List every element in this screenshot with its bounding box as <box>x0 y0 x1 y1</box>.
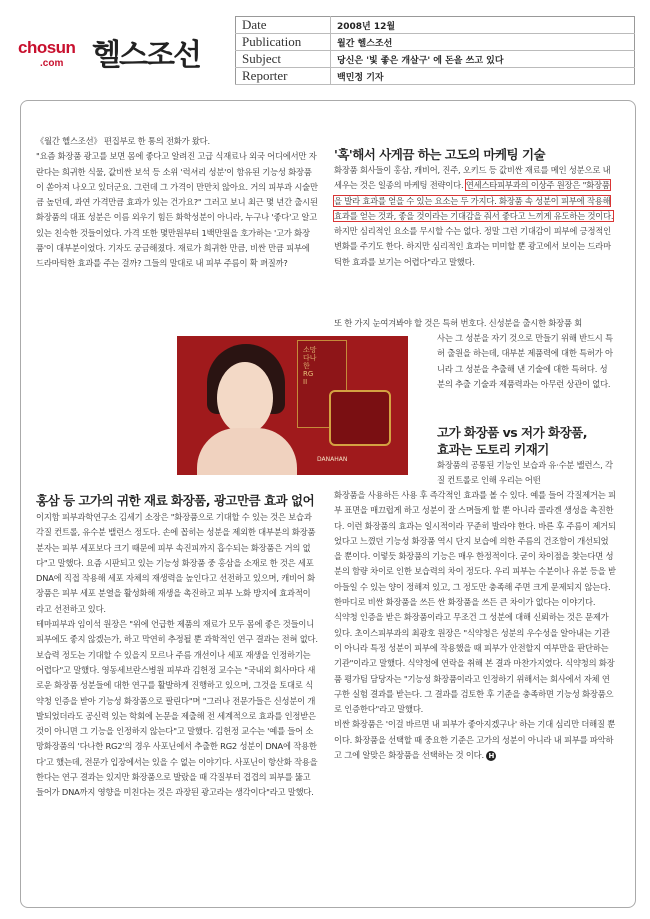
section3-heading: 홍삼 등 고가의 귀한 재료 화장품, 광고만큼 효과 없어 <box>36 493 315 508</box>
section1-wrap-paragraph: 또 한 가지 눈여겨봐야 할 것은 특허 번호다. 신성분을 출시한 화장품 회 <box>334 318 583 328</box>
section2-paragraph <box>334 717 616 763</box>
section1-pre: 화장품 회사들이 홍삼, 캐비어, 진주, 오키드 등 값비싼 재료를 메인 성분으로 내세우는 것은 일종의 마케팅 전략이다. <box>334 165 611 191</box>
closing-text: 비싼 화장품은 '이걸 바르면 내 피부가 좋아지겠구나' 하는 기대 심리만 더해질 뿐이다. 화장품을 선택할 때 중요한 기준은 고가의 성분이 아니라 내 피부를 파악하고 그에 알맞은 화장품을 선택하는 것 이다. <box>334 719 616 761</box>
meta-row-reporter <box>236 68 635 85</box>
product-brand-label: DANAHAN <box>317 456 348 463</box>
section1-wrap-text <box>437 331 615 392</box>
meta-row-publication <box>236 34 635 51</box>
meta-row-subject <box>236 51 635 68</box>
section1-heading: '혹'해서 사게끔 하는 고도의 마케팅 기술 <box>334 147 546 162</box>
logo-chosun: chosun <box>18 38 76 57</box>
section2-heading-line2: 효과는 도토리 키재기 <box>437 442 549 457</box>
meta-label: Reporter <box>236 68 331 85</box>
section1-wrap-start <box>334 316 616 331</box>
section3-paragraph: 테마피부과 임이석 원장은 "위에 언급한 제품의 재료가 모두 몸에 좋은 것들이니 피부에도 좋지 않겠는가, 하고 막연히 추정될 뿐 과학적인 연구 결과는 전혀 없다. 보습력 정도는 기대할 수 있을지 모르나 주름 개선이나 세포 재생을 인정하기는 어렵다"고 말했다. 영동세브란스병원 피부과 김헌정 교수는 "국내외 회사마다 새로운 화장품 성분들에 대한 연구를 활발하게 진행하고 있으며, 그것을 토대로 식약청 인증을 받아 기능성 화장품으로 팔린다"며 "그러나 전문가들은 신성분이 개발되었더라도 공신력 있는 학회에 논문을 제출해 전 세계적으로 효과를 인정받은 것이 아니면 그 기능을 인정하지 않는다"고 말했다. 김헌정 교수는 '예를 들어 소망화장품의 '다나한 RG2'의 경우 사포닌에서 추출한 RG2 성분이 DNA에 작용한다'고 했는데, 전문가 입장에서는 있을 수 없는 이야기다. 사포닌이 항산화 작용을 한다는 연구 결과는 있지만 화장품으로 발랐을 때 각질부터 겹겹의 피부를 뚫고 들어가 DNA까지 영향을 미친다는 것은 과장된 광고라는 생각이다"라고 말했다. <box>36 619 318 798</box>
section2-heading-line1: 고가 화장품 vs 저가 화장품, <box>437 425 587 440</box>
intro-text <box>36 134 318 272</box>
logo-health-chosun: 헬스조선 <box>92 38 200 73</box>
section1-wrap-rest: 사는 그 성분을 자기 것으로 만들기 위해 반드시 특허 출원을 하는데, 대부분 제품력에 대한 특허가 아니라 그 성분을 추출해 낸 기술에 대한 특허다. 성분의 추출 기술과 제품력과는 아무런 상관이 없다. <box>437 333 613 389</box>
section2-wrap-text: 화장품의 공통된 기능인 보습과 유·수분 밸런스, 각질 컨트롤로 인해 우리는 어떤 <box>437 460 613 486</box>
intro-paragraph: 《월간 헬스조선》 편집부로 한 통의 전화가 왔다. <box>36 136 210 146</box>
section2-paragraph: 식약청 인증을 받은 화장품이라고 무조건 그 성분에 대해 신뢰하는 것은 문제가 있다. 초이스피부과의 최광호 원장은 "식약청은 성분의 우수성을 알아내는 기관이 아니라 특정 성분이 피부에 작용했을 때 피부가 안전할지 여부만을 판단하는 기관"이라고 말했다. 식약청에 연락을 취해 본 결과 마찬가지였다. 식약청의 화장품 평가팀 담당자는 "기능성 화장품이라고 인정하기 위해서는 회사에서 자체 연구한 실험 결과를 받는다. 그 결과를 검토한 후 기준을 충족하면 기능성 화장품으로 인증한다"라고 말했다. <box>334 612 615 715</box>
section2-text <box>334 488 616 763</box>
meta-label: Publication <box>236 34 331 51</box>
meta-value: 당신은 '빛 좋은 개살구' 에 돈을 쓰고 있다 <box>331 51 635 68</box>
meta-value: 2008년 12월 <box>331 17 635 34</box>
product-jar <box>329 390 391 446</box>
section3-paragraph: 이지함 피부과학연구소 김세기 소장은 "화장품으로 기대할 수 있는 것은 보습과 각질 컨트롤, 유수분 밸런스 정도다. 손에 꼽히는 성분을 제외한 대부분의 화장품 분자는 피부 세포보다 크기 때문에 피부 속진피까지 흡수되는 화장품은 거의 없다"고 말했다. 요즘 시판되고 있는 기능성 화장품 중 홍삼을 소재로 한 것은 세포 DNA에 직접 작용해 세포 자체의 재생력을 높인다고 선전하고 있으며, 캐비어 화장품은 피부 세포 분열을 활성화해 재생을 촉진하고 피부 노화 방지에 효과적이라고 선전하고 있다. <box>36 512 316 614</box>
intro-paragraph: "요즘 화장품 광고를 보면 몸에 좋다고 알려진 고급 식재료나 외국 어디에서만 자란다는 희귀한 식물, 값비싼 보석 등 소위 '럭셔리 성분'이 함유된 기능성 화장품이 쏟아져 나오고 있더군요. 그런데 그 가격이 만만치 않아요. 거의 피부과 시술만큼 높던데, 과연 가격만큼 효과가 있는 건가요?" 그러고 보니 최근 몇 년간 출시된 화장품의 대표 성분은 이름 외우기 힘든 화학성분이 아니라, 누구나 '좋다'고 알고 있는 친숙한 것들이었다. 가격 또한 몇만원부터 1백만원을 호가하는 '고가 화장품'이 대부분이었다. 기자도 궁금해졌다. 재료가 희귀한 만큼, 비싼 만큼 피부에 드라마틱한 효과를 주는 걸까? 그들의 말대로 내 피부 주름이 확 펴질까? <box>36 151 318 269</box>
chosun-logo <box>18 30 218 80</box>
logo-dotcom: .com <box>40 58 64 69</box>
model-shoulders <box>197 428 297 475</box>
meta-value: 월간 헬스조선 <box>331 34 635 51</box>
meta-row-date <box>236 17 635 34</box>
section1-paragraph <box>334 163 616 270</box>
health-end-mark-icon: H <box>486 751 496 761</box>
meta-value: 백민정 기자 <box>331 68 635 85</box>
meta-label: Subject <box>236 51 331 68</box>
model-face <box>217 362 273 434</box>
product-box-label: 소망 다나한 RG II <box>303 346 317 386</box>
product-ad-photo <box>177 336 408 475</box>
section2-paragraph: 화장품을 사용하든 사용 후 즉각적인 효과를 볼 수 있다. 예를 들어 각질제거는 피부 표면을 매끄럽게 하고 성분이 잘 스며들게 할 뿐 아니라 콜라겐 생성을 촉진한다. 이런 화장품의 효과는 일시적이라 꾸준히 발라야 한다. 바른 후 주름이 제거되었다고 느꼈던 기능성 화장품 역시 단지 보습에 의한 주름의 건조함이 개선되었을 뿐이다. 이렇듯 화장품의 기능은 매우 한정적이다. 굳이 차이점을 찾는다면 성분의 함량 차이로 인한 보습력의 차이 정도다. 우리 피부는 수분이나 유분 등을 받아들일 수 있는 양이 정해져 있고, 그 정도만 충족해 주면 크게 문제되지 않는다. 한마디로 비싼 화장품을 쓰든 싼 화장품을 쓰든 큰 차이가 없다는 이야기다. <box>334 490 616 608</box>
highlighted-quote: 연세스타피부과의 이상주 원장은 "화장품을 발라 효과를 얻을 수 있는 요소는 두 가지다. 화장품 속 성분이 피부에 작용해 효과를 얻는 것과, 좋을 것이라는 기대감을 줘서 좋다고 느끼게 유도하는 것이다. <box>334 180 614 221</box>
section1-post: 하지만 심리적인 요소를 무시할 수는 없다. 정말 그런 기대감이 피부에 긍정적인 변화를 주기도 한다. 하지만 심리적인 효과는 미미할 뿐 광고에서 보이는 드라마틱한 효과를 보기는 어렵다"라고 말했다. <box>334 226 611 267</box>
section3-text <box>36 510 318 801</box>
section1-text <box>334 163 616 270</box>
meta-label: Date <box>236 17 331 34</box>
article-meta-table <box>235 16 635 85</box>
